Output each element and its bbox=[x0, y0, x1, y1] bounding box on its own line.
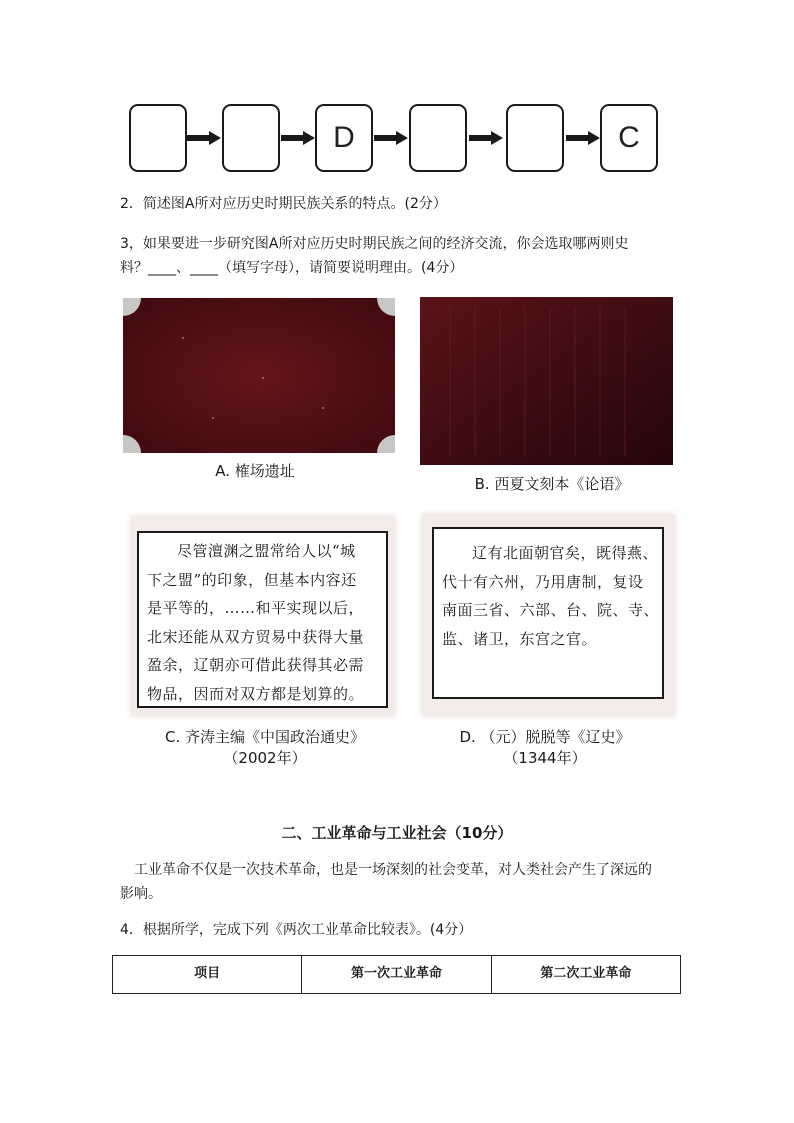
flow-arrow-5 bbox=[566, 131, 600, 145]
source-d-line-3: 南面三省、六部、台、院、寺、 bbox=[442, 601, 660, 619]
source-c-line-3: 是平等的，……和平实现以后， bbox=[147, 599, 365, 617]
source-d-line-4: 监、诸卫，东宫之官。 bbox=[442, 629, 598, 648]
caption-d: D. （元）脱脱等《辽史》 bbox=[459, 728, 631, 746]
caption-a: A. 榷场遗址 bbox=[215, 462, 295, 480]
source-d-line-1: 辽有北面朝官矣，既得燕、 bbox=[472, 544, 659, 562]
question-4: 4．根据所学，完成下列《两次工业革命比较表》。(4分） bbox=[120, 922, 473, 938]
table-header-item: 项目 bbox=[113, 956, 302, 994]
flow-box-4 bbox=[409, 104, 467, 172]
flow-arrow-4 bbox=[469, 131, 503, 145]
flow-arrow-2 bbox=[281, 131, 315, 145]
question-3-line-2: 料？____、____（填写字母），请简要说明理由。(4分） bbox=[120, 260, 464, 276]
source-d-quote bbox=[432, 527, 664, 699]
caption-d-year: （1344年） bbox=[503, 749, 587, 767]
table-header-second-revolution: 第二次工业革命 bbox=[491, 956, 680, 994]
source-c-line-6: 物品，因而对双方都是划算的。 bbox=[147, 684, 365, 703]
section-2-intro-line-2: 影响。 bbox=[120, 886, 162, 902]
caption-b: B. 西夏文刻本《论语》 bbox=[474, 475, 630, 493]
section-2-intro-line-1: 工业革命不仅是一次技术革命，也是一场深刻的社会变革，对人类社会产生了深远的 bbox=[134, 862, 652, 878]
flow-box-1 bbox=[129, 104, 187, 172]
question-3-line-1: 3，如果要进一步研究图A所对应历史时期民族之间的经济交流，你会选取哪两则史 bbox=[120, 236, 629, 252]
flow-box-3: D bbox=[315, 104, 373, 172]
source-c-line-5: 盈余，辽朝亦可借此获得其必需 bbox=[147, 656, 365, 674]
section-2-title: 二、工业革命与工业社会（10分） bbox=[281, 824, 513, 842]
flow-arrow-1 bbox=[187, 131, 221, 145]
photo-a-market-site bbox=[123, 298, 395, 453]
source-c-quote bbox=[137, 531, 388, 708]
flow-box-2 bbox=[222, 104, 280, 172]
source-c-line-2: 下之盟”的印象，但基本内容还 bbox=[147, 570, 357, 589]
flow-box-6: C bbox=[600, 104, 658, 172]
flow-box-5 bbox=[506, 104, 564, 172]
source-c-line-4: 北宋还能从双方贸易中获得大量 bbox=[147, 627, 365, 646]
table-header-first-revolution: 第一次工业革命 bbox=[302, 956, 491, 994]
flow-arrow-3 bbox=[374, 131, 408, 145]
caption-c-year: （2002年） bbox=[223, 749, 307, 767]
source-d-line-2: 代十有六州，乃用唐制，复设 bbox=[442, 572, 644, 591]
table-header-row bbox=[113, 956, 681, 994]
comparison-table bbox=[112, 955, 681, 994]
question-2: 2．简述图A所对应历史时期民族关系的特点。(2分） bbox=[120, 196, 447, 212]
caption-c: C. 齐涛主编《中国政治通史》 bbox=[164, 728, 365, 746]
source-c-line-1: 尽管澶渊之盟常给人以“城 bbox=[177, 542, 356, 560]
photo-b-xixia-analects bbox=[420, 297, 673, 465]
